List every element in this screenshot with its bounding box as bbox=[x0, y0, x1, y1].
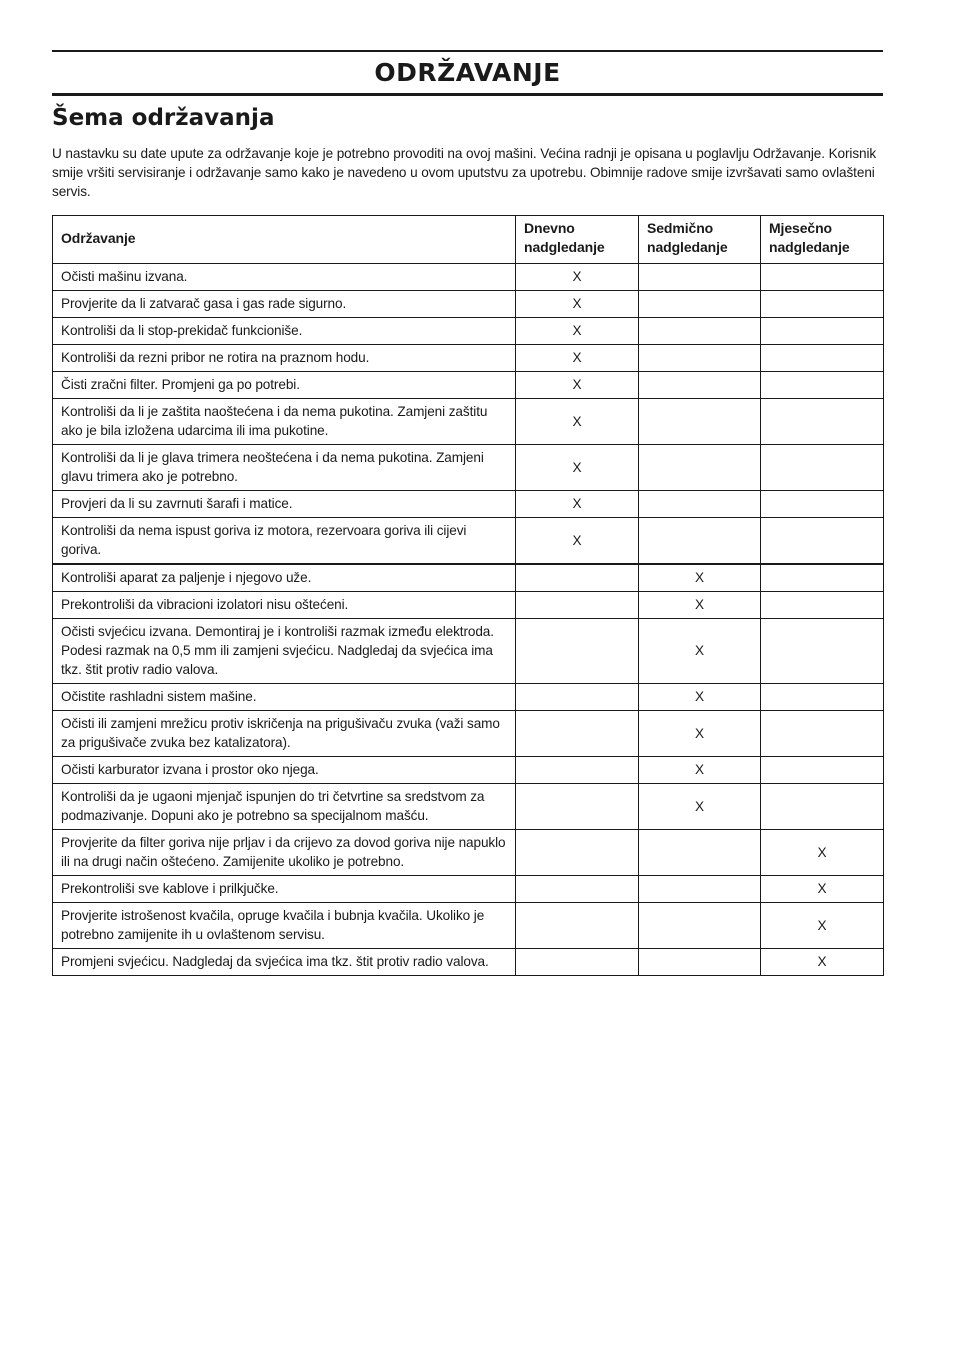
daily-cell bbox=[516, 564, 639, 592]
column-header-monthly: Mjesečno nadgledanje bbox=[761, 216, 884, 264]
monthly-cell bbox=[761, 345, 884, 372]
weekly-cell bbox=[639, 491, 761, 518]
weekly-cell bbox=[639, 291, 761, 318]
task-cell: Kontroliši da li je glava trimera neoštećena i da nema pukotina. Zamjeni glavu trimera ako je potrebno. bbox=[53, 445, 516, 491]
task-cell: Očisti svjećicu izvana. Demontiraj je i kontroliši razmak između elektroda. Podesi razmak na 0,5 mm ili zamjeni svjećicu. Nadgledaj da svjećica ima tkz. štit protiv radio valova. bbox=[53, 619, 516, 684]
monthly-cell bbox=[761, 711, 884, 757]
table-row bbox=[53, 949, 884, 976]
daily-cell bbox=[516, 619, 639, 684]
weekly-cell bbox=[639, 345, 761, 372]
weekly-cell: X bbox=[639, 757, 761, 784]
monthly-cell bbox=[761, 318, 884, 345]
table-row bbox=[53, 784, 884, 830]
daily-cell: X bbox=[516, 399, 639, 445]
table-row bbox=[53, 518, 884, 565]
daily-cell: X bbox=[516, 372, 639, 399]
monthly-cell bbox=[761, 399, 884, 445]
task-cell: Očistite rashladni sistem mašine. bbox=[53, 684, 516, 711]
table-row bbox=[53, 345, 884, 372]
task-cell: Kontroliši aparat za paljenje i njegovo uže. bbox=[53, 564, 516, 592]
column-header-task: Održavanje bbox=[53, 216, 516, 264]
daily-cell bbox=[516, 711, 639, 757]
table-row bbox=[53, 876, 884, 903]
daily-cell bbox=[516, 592, 639, 619]
monthly-cell: X bbox=[761, 830, 884, 876]
task-cell: Prekontroliši sve kablove i prilkjučke. bbox=[53, 876, 516, 903]
table-row bbox=[53, 491, 884, 518]
intro-paragraph: U nastavku su date upute za održavanje koje je potrebno provoditi na ovoj mašini. Većina radnji je opisana u poglavlju Održavanje. Korisnik smije vršiti servisiranje i održavanje samo kako je navedeno u ovom uputstvu za upotrebu. Obimnije radove smije izvršavati samo ovlašteni servis. bbox=[52, 146, 877, 199]
weekly-cell: X bbox=[639, 684, 761, 711]
weekly-cell bbox=[639, 949, 761, 976]
daily-cell: X bbox=[516, 445, 639, 491]
column-header-weekly: Sedmično nadgledanje bbox=[639, 216, 761, 264]
daily-cell bbox=[516, 876, 639, 903]
daily-cell: X bbox=[516, 518, 639, 565]
monthly-cell bbox=[761, 564, 884, 592]
table-row bbox=[53, 711, 884, 757]
monthly-cell: X bbox=[761, 876, 884, 903]
daily-cell bbox=[516, 784, 639, 830]
table-row bbox=[53, 445, 884, 491]
weekly-cell: X bbox=[639, 592, 761, 619]
task-cell: Provjerite istrošenost kvačila, opruge kvačila i bubnja kvačila. Ukoliko je potrebno zamijenite ih u ovlaštenom servisu. bbox=[53, 903, 516, 949]
column-header-daily: Dnevno nadgledanje bbox=[516, 216, 639, 264]
task-cell: Provjeri da li su zavrnuti šarafi i matice. bbox=[53, 491, 516, 518]
page-title: ODRŽAVANJE bbox=[374, 58, 561, 87]
weekly-cell bbox=[639, 518, 761, 565]
task-cell: Prekontroliši da vibracioni izolatori nisu oštećeni. bbox=[53, 592, 516, 619]
table-row bbox=[53, 619, 884, 684]
daily-cell bbox=[516, 830, 639, 876]
task-cell: Provjerite da filter goriva nije prljav i da crijevo za dovod goriva nije napuklo ili na drugi način oštećeno. Zamijenite ukoliko je potrebno. bbox=[53, 830, 516, 876]
task-cell: Kontroliši da li je zaštita naoštećena i da nema pukotina. Zamjeni zaštitu ako je bila izložena udarcima ili ima pukotine. bbox=[53, 399, 516, 445]
table-row bbox=[53, 830, 884, 876]
weekly-cell bbox=[639, 903, 761, 949]
monthly-cell bbox=[761, 592, 884, 619]
weekly-cell bbox=[639, 876, 761, 903]
table-row bbox=[53, 757, 884, 784]
weekly-cell bbox=[639, 399, 761, 445]
daily-cell bbox=[516, 757, 639, 784]
monthly-cell: X bbox=[761, 903, 884, 949]
table-row bbox=[53, 399, 884, 445]
daily-cell: X bbox=[516, 491, 639, 518]
table-header-row bbox=[53, 216, 884, 264]
task-cell: Kontroliši da je ugaoni mjenjač ispunjen do tri četvrtine sa sredstvom za podmazivanje. Dopuni ako je potrebno sa specijalnom mašću. bbox=[53, 784, 516, 830]
task-cell: Kontroliši da li stop-prekidač funkcioniše. bbox=[53, 318, 516, 345]
table-row bbox=[53, 684, 884, 711]
table-row bbox=[53, 291, 884, 318]
daily-cell bbox=[516, 949, 639, 976]
header-band bbox=[52, 50, 883, 96]
weekly-cell bbox=[639, 372, 761, 399]
table-row bbox=[53, 903, 884, 949]
monthly-cell bbox=[761, 291, 884, 318]
monthly-cell bbox=[761, 518, 884, 565]
table-row bbox=[53, 318, 884, 345]
daily-cell bbox=[516, 903, 639, 949]
weekly-cell: X bbox=[639, 784, 761, 830]
table-row bbox=[53, 264, 884, 291]
table-row bbox=[53, 372, 884, 399]
task-cell: Kontroliši da rezni pribor ne rotira na praznom hodu. bbox=[53, 345, 516, 372]
task-cell: Očisti mašinu izvana. bbox=[53, 264, 516, 291]
monthly-cell bbox=[761, 445, 884, 491]
table-row bbox=[53, 564, 884, 592]
task-cell: Čisti zračni filter. Promjeni ga po potrebi. bbox=[53, 372, 516, 399]
monthly-cell bbox=[761, 372, 884, 399]
section-title: Šema održavanja bbox=[52, 105, 275, 131]
daily-cell: X bbox=[516, 291, 639, 318]
task-cell: Promjeni svjećicu. Nadgledaj da svjećica ima tkz. štit protiv radio valova. bbox=[53, 949, 516, 976]
task-cell: Kontroliši da nema ispust goriva iz motora, rezervoara goriva ili cijevi goriva. bbox=[53, 518, 516, 565]
daily-cell bbox=[516, 684, 639, 711]
task-cell: Očisti karburator izvana i prostor oko njega. bbox=[53, 757, 516, 784]
daily-cell: X bbox=[516, 264, 639, 291]
monthly-cell: X bbox=[761, 949, 884, 976]
weekly-cell bbox=[639, 264, 761, 291]
task-cell: Provjerite da li zatvarač gasa i gas rade sigurno. bbox=[53, 291, 516, 318]
daily-cell: X bbox=[516, 345, 639, 372]
table-row bbox=[53, 592, 884, 619]
task-cell: Očisti ili zamjeni mrežicu protiv iskričenja na prigušivaču zvuka (važi samo za prigušivače zvuka bez katalizatora). bbox=[53, 711, 516, 757]
weekly-cell bbox=[639, 830, 761, 876]
monthly-cell bbox=[761, 684, 884, 711]
monthly-cell bbox=[761, 619, 884, 684]
page bbox=[52, 50, 883, 976]
maintenance-table bbox=[52, 215, 884, 976]
daily-cell: X bbox=[516, 318, 639, 345]
monthly-cell bbox=[761, 757, 884, 784]
weekly-cell: X bbox=[639, 619, 761, 684]
weekly-cell: X bbox=[639, 564, 761, 592]
monthly-cell bbox=[761, 264, 884, 291]
weekly-cell: X bbox=[639, 711, 761, 757]
weekly-cell bbox=[639, 445, 761, 491]
monthly-cell bbox=[761, 784, 884, 830]
weekly-cell bbox=[639, 318, 761, 345]
monthly-cell bbox=[761, 491, 884, 518]
